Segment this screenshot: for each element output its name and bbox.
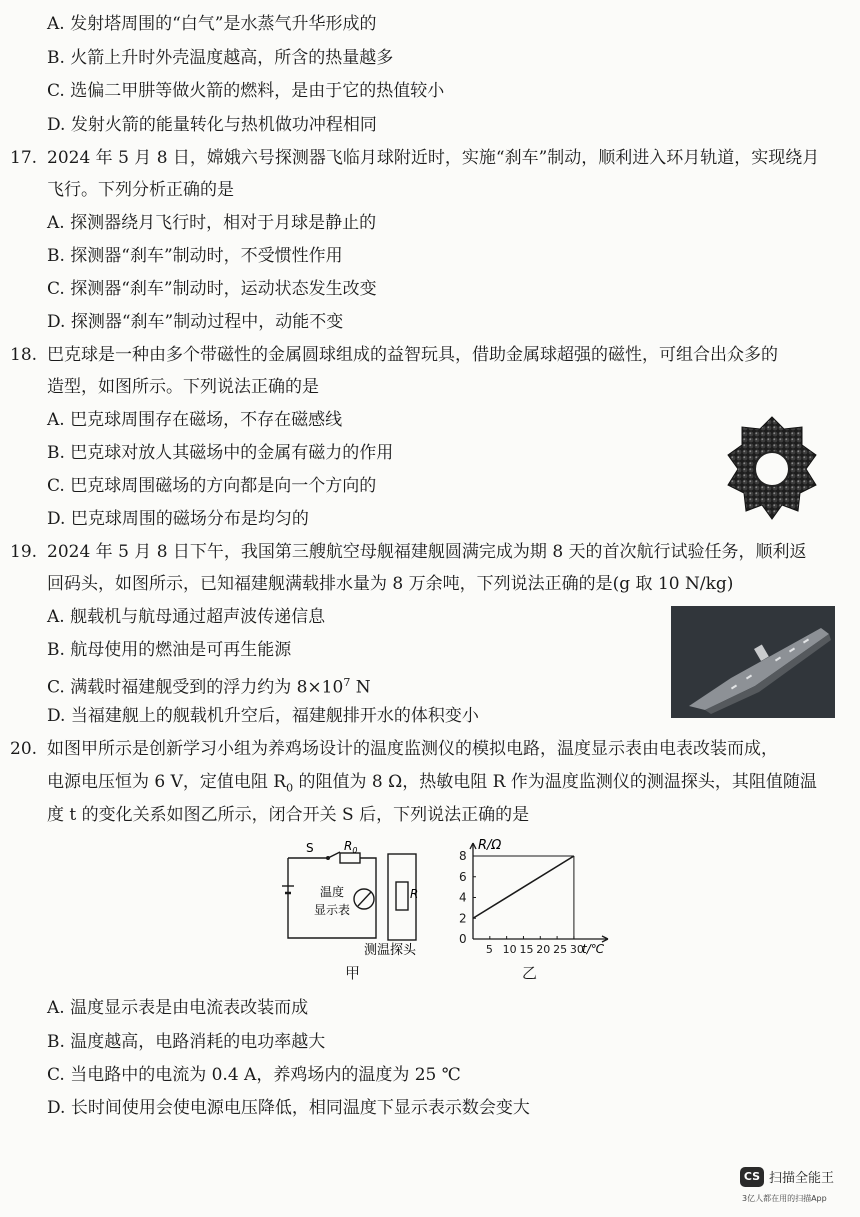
r-label: R [410, 887, 419, 901]
q17-option-c: C. 探测器“刹车”制动时，运动状态发生改变 [47, 279, 377, 299]
q19-number: 19. [10, 542, 38, 562]
x-tick-label: 20 [536, 943, 551, 956]
x-axis-label: t/℃ [582, 942, 605, 956]
camscanner-tagline: 3亿人都在用的扫描App [742, 1194, 827, 1203]
q20-number: 20. [10, 739, 38, 759]
y-axis-label: R/Ω [478, 838, 502, 853]
x-tick-label: 30 [569, 943, 584, 956]
camscanner-logo: CS [740, 1167, 764, 1187]
camscanner-name: 扫描全能王 [769, 1171, 835, 1186]
q20-stem-line2: 电源电压恒为 6 V，定值电阻 $R_0$ 的阻值为 8 Ω，热敏电阻 R 作为温度监测仪的测温探头，其阻值随温 [47, 772, 817, 795]
y-tick-label: 0 [459, 932, 467, 946]
q18-number: 18. [10, 345, 38, 365]
y-tick-label: 6 [459, 869, 467, 884]
q18-option-b: B. 巴克球对放人其磁场中的金属有磁力的作用 [47, 443, 394, 463]
graph-caption: 乙 [522, 964, 538, 982]
q19-option-a: A. 舰载机与航母通过超声波传递信息 [47, 607, 326, 627]
y-tick-label: 2 [459, 911, 467, 926]
buckyball-image [712, 412, 832, 522]
q20-option-c: C. 当电路中的电流为 0.4 A，养鸡场内的温度为 25 ℃ [47, 1065, 461, 1085]
q16-option-d: D. 发射火箭的能量转化与热机做功冲程相同 [47, 115, 377, 135]
q19-stem-line2: 回码头，如图所示，已知福建舰满载排水量为 8 万余吨，下列说法正确的是(g 取 10 N/kg) [47, 574, 734, 594]
q16-option-c: C. 选偏二甲肼等做火箭的燃料，是由于它的热值较小 [47, 81, 445, 101]
x-tick-label: 15 [519, 943, 534, 956]
q20-stem-line1: 如图甲所示是创新学习小组为养鸡场设计的温度监测仪的模拟电路，温度显示表由电表改装而成， [47, 739, 778, 759]
meter-label-1: 温度 [320, 885, 345, 899]
q18-option-c: C. 巴克球周围磁场的方向都是向一个方向的 [47, 476, 377, 496]
q18-option-a: A. 巴克球周围存在磁场，不存在磁感线 [47, 410, 343, 430]
q16-option-a: A. 发射塔周围的“白气”是水蒸气升华形成的 [47, 14, 377, 34]
q17-number: 17. [10, 148, 38, 168]
q18-option-d: D. 巴克球周围的磁场分布是均匀的 [47, 509, 309, 529]
q17-stem-line1: 2024 年 5 月 8 日，嫦娥六号探测器飞临月球附近时，实施“刹车”制动，顺利进入环月轨道，实现绕月 [47, 148, 820, 168]
circuit-diagram [268, 840, 448, 960]
meter-label-2: 显示表 [314, 903, 351, 917]
q19-option-d: D. 当福建舰上的舰载机升空后，福建舰排开水的体积变小 [47, 706, 479, 726]
y-tick-label: 4 [459, 890, 467, 905]
resistance-temperature-graph [448, 835, 618, 960]
q20-stem-line3: 度 t 的变化关系如图乙所示，闭合开关 S 后，下列说法正确的是 [47, 805, 530, 825]
q17-option-d: D. 探测器“刹车”制动过程中，动能不变 [47, 312, 344, 332]
x-tick-label: 5 [485, 943, 493, 956]
y-tick-label: 8 [459, 849, 467, 863]
q19-option-c: C. 满载时福建舰受到的浮力约为 $8\times 10^7$ N [47, 676, 371, 698]
aircraft-carrier-image [671, 606, 835, 718]
circuit-caption: 甲 [345, 964, 361, 982]
q18-stem-line1: 巴克球是一种由多个带磁性的金属圆球组成的益智玩具，借助金属球超强的磁性，可组合出众多的 [47, 345, 778, 365]
q19-stem-line1: 2024 年 5 月 8 日下午，我国第三艘航空母舰福建舰圆满完成为期 8 天的首次航行试验任务，顺利返 [47, 542, 807, 562]
q20-option-b: B. 温度越高，电路消耗的电功率越大 [47, 1032, 326, 1052]
r0-label: $R_0$ [344, 840, 358, 855]
q17-stem-line2: 飞行。下列分析正确的是 [47, 180, 234, 200]
x-tick-label: 25 [553, 943, 568, 956]
q17-option-b: B. 探测器“刹车”制动时，不受惯性作用 [47, 246, 343, 266]
q20-option-a: A. 温度显示表是由电流表改装而成 [47, 998, 309, 1018]
q19-option-b: B. 航母使用的燃油是可再生能源 [47, 640, 292, 660]
series-line [473, 856, 574, 918]
q18-stem-line2: 造型，如图所示。下列说法正确的是 [47, 377, 319, 397]
probe-label: 测温探头 [364, 943, 417, 958]
q17-option-a: A. 探测器绕月飞行时，相对于月球是静止的 [47, 213, 377, 233]
switch-label: S [306, 841, 314, 855]
q20-option-d: D. 长时间使用会使电源电压降低，相同温度下显示表示数会变大 [47, 1098, 530, 1118]
q16-option-b: B. 火箭上升时外壳温度越高，所含的热量越多 [47, 48, 394, 68]
x-tick-label: 10 [502, 943, 517, 956]
